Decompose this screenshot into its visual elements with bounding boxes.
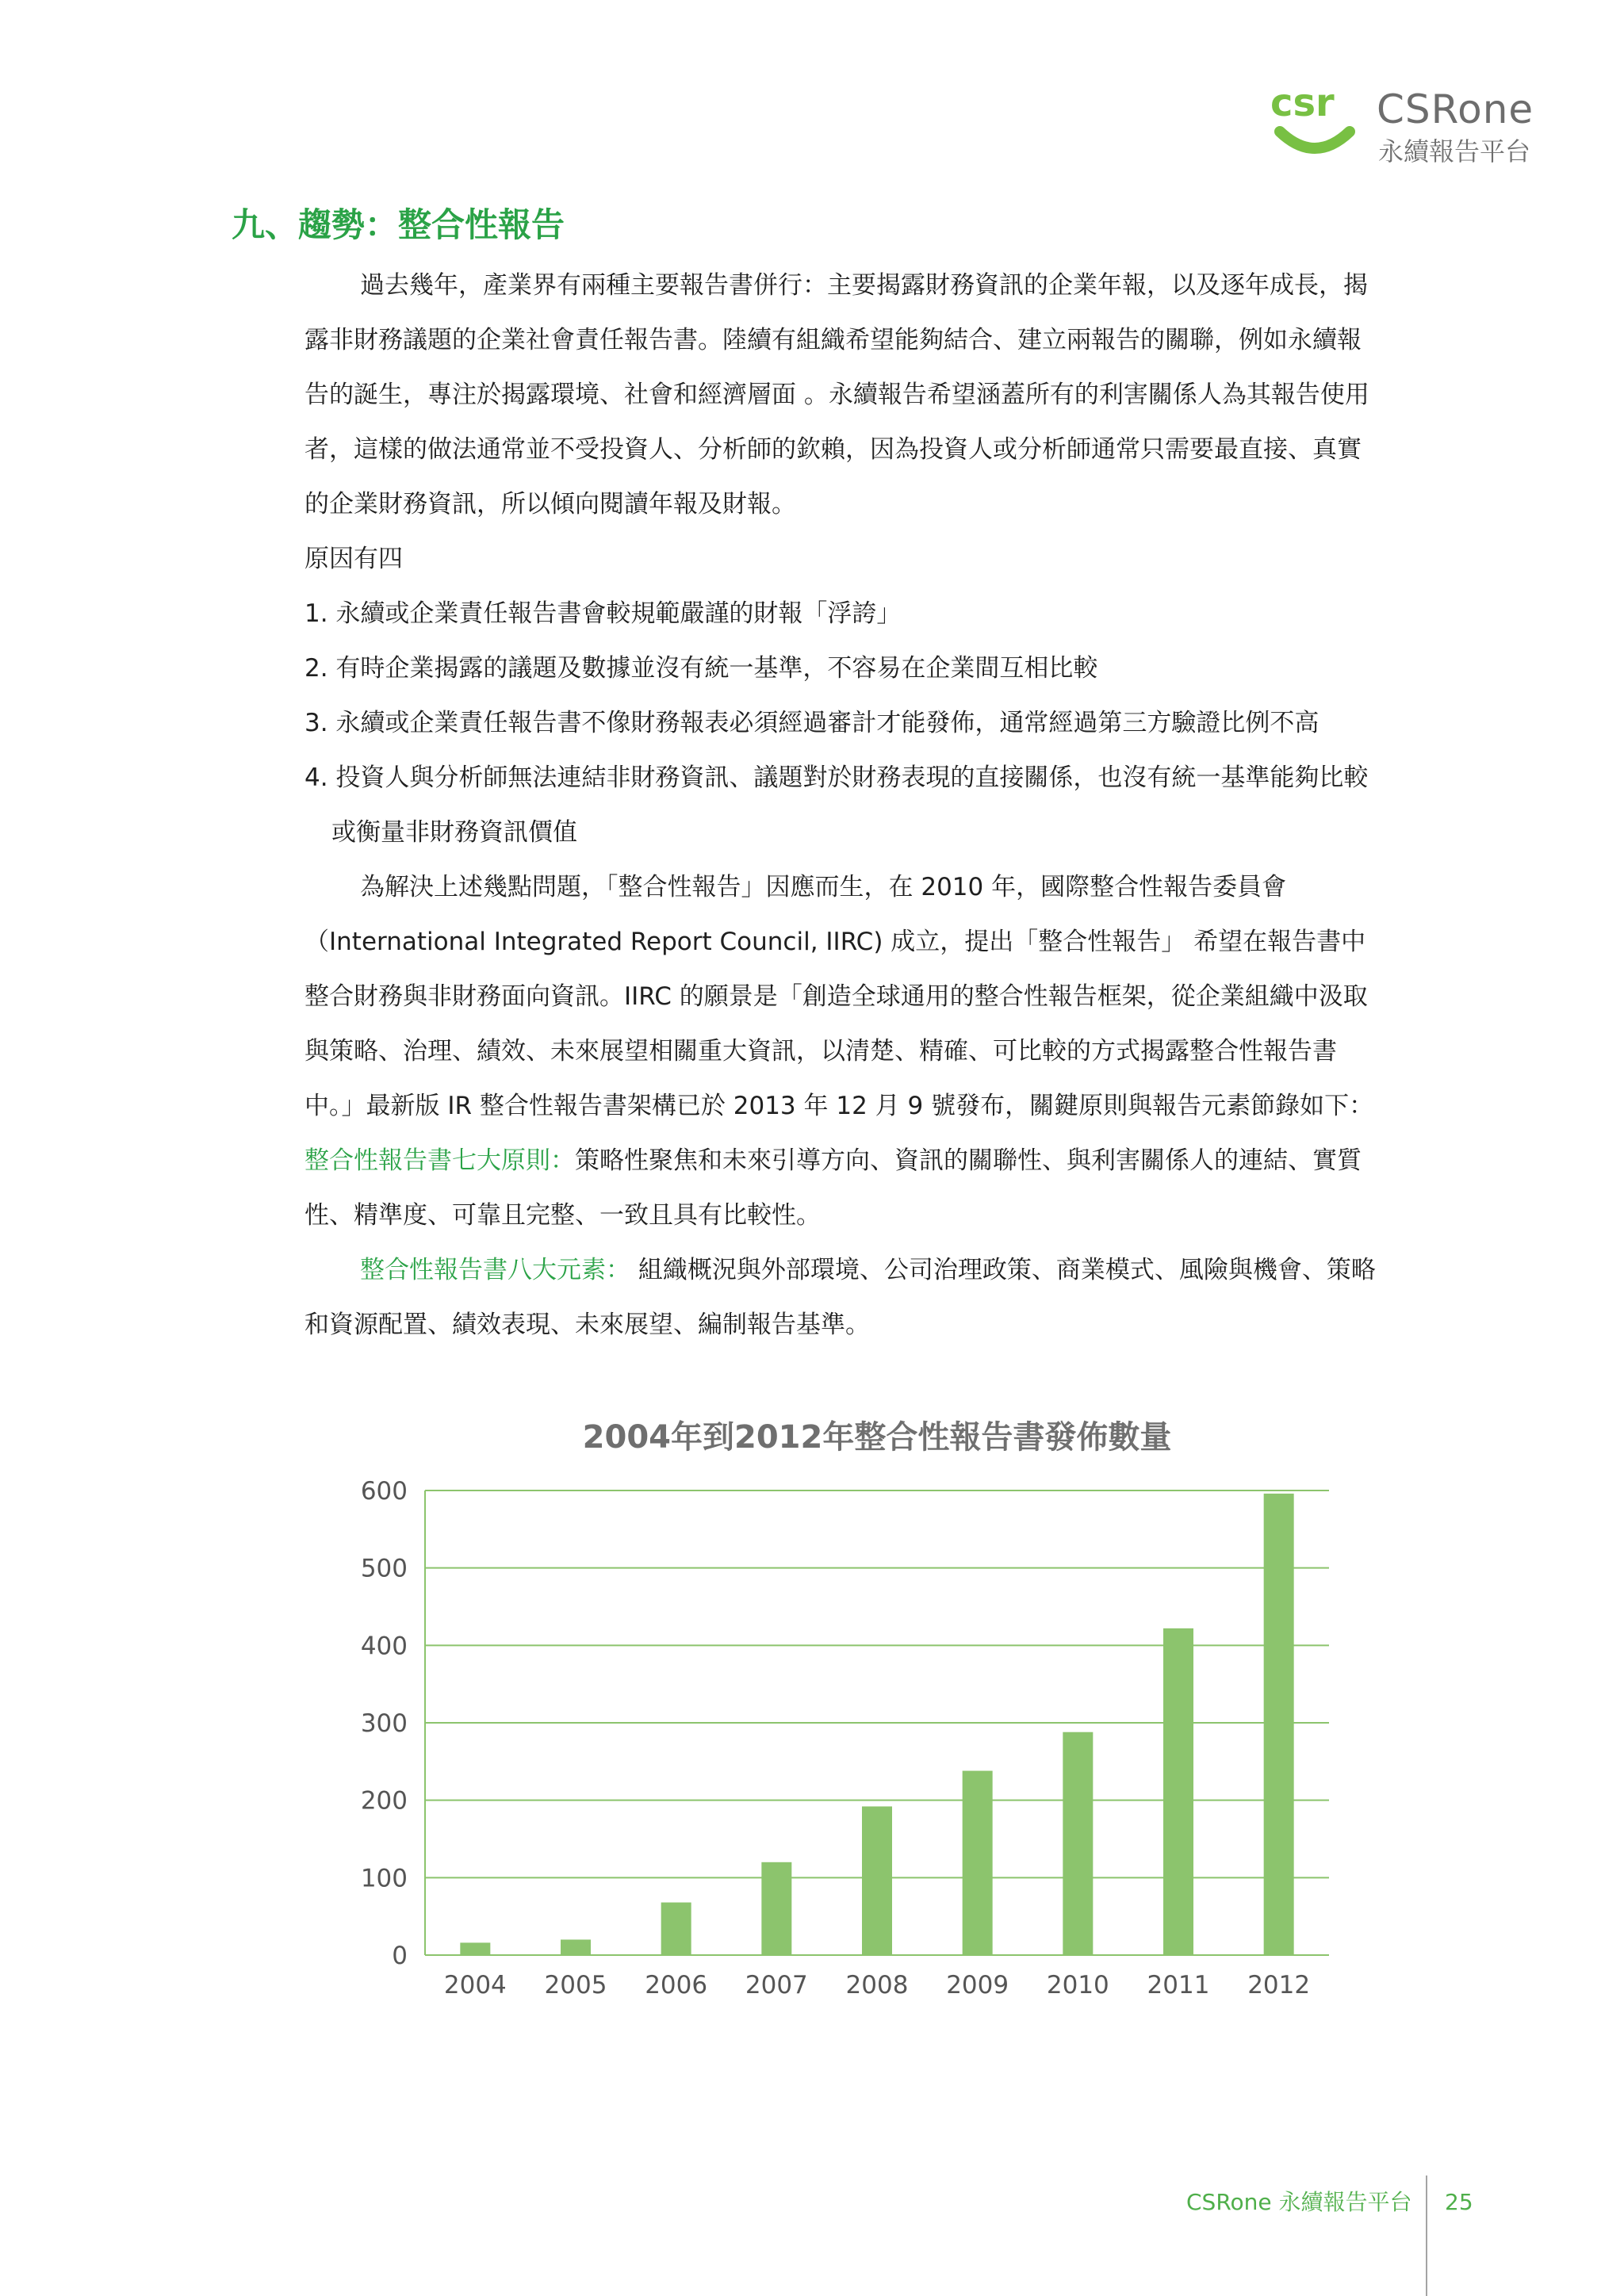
bar-2006 bbox=[661, 1903, 691, 1955]
x-tick-label: 2007 bbox=[745, 1971, 808, 1999]
csr-smile-logo-icon bbox=[1267, 76, 1364, 171]
x-tick-label: 2004 bbox=[443, 1971, 507, 1999]
reason-item: 3. 永續或企業責任報告書不像財務報表必須經過審計才能發佈，通常經過第三方驗證比例不高 bbox=[304, 709, 1320, 737]
brand-subtitle: 永續報告平台 bbox=[1378, 136, 1531, 166]
bar-2011 bbox=[1163, 1628, 1193, 1955]
y-tick-label: 200 bbox=[360, 1786, 408, 1816]
bar-2004 bbox=[460, 1942, 490, 1955]
reason-item: 4. 投資人與分析師無法連結非財務資訊、議題對於財務表現的直接關係，也沒有統一基準能夠比較或衡量非財務資訊價值 bbox=[304, 763, 1369, 847]
x-tick-label: 2011 bbox=[1147, 1971, 1210, 1999]
reason-item: 2. 有時企業揭露的議題及數據並沒有統一基準，不容易在企業間互相比較 bbox=[304, 654, 1098, 683]
bar-2012 bbox=[1264, 1494, 1294, 1955]
x-tick-label: 2012 bbox=[1247, 1971, 1311, 1999]
x-tick-label: 2009 bbox=[946, 1971, 1009, 1999]
intro-paragraph: 過去幾年，產業界有兩種主要報告書併行：主要揭露財務資訊的企業年報，以及逐年成長，揭露非財務議題的企業社會責任報告書。陸續有組織希望能夠結合、建立兩報告的關聯，例如永續報告的誕生，專注於揭露環境、社會和經濟層面 。永續報告希望涵蓋所有的利害關係人為其報告使用者，這樣的做法通常並不受投資人、分析師的欽賴，因為投資人或分析師通常只需要最直接、真實的企業財務資訊，所以傾向閱讀年報及財報。 bbox=[304, 271, 1369, 519]
bar-2008 bbox=[862, 1806, 892, 1955]
y-tick-label: 100 bbox=[360, 1864, 408, 1893]
footer-label: CSRone 永續報告平台 bbox=[1186, 2189, 1412, 2215]
x-tick-label: 2005 bbox=[544, 1971, 607, 1999]
elements-paragraph bbox=[304, 1243, 1383, 1353]
seven-principles-text: 策略性聚焦和未來引導方向、資訊的關聯性、與利害關係人的連結、實質性、精準度、可靠且完整、一致且具有比較性。 bbox=[304, 1146, 1362, 1230]
body-text bbox=[304, 258, 1383, 1353]
reason-item: 1. 永續或企業責任報告書會較規範嚴謹的財報「浮誇」 bbox=[304, 599, 902, 628]
y-tick-label: 300 bbox=[360, 1709, 408, 1738]
reasons-title: 原因有四 bbox=[304, 545, 403, 573]
eight-elements-text: 組織概況與外部環境、公司治理政策、商業模式、風險與機會、策略和資源配置、績效表現、未來展望、編制報告基準。 bbox=[304, 1256, 1376, 1339]
y-tick-label: 400 bbox=[360, 1632, 408, 1661]
page-number: 25 bbox=[1445, 2189, 1473, 2215]
report-count-bar-chart bbox=[333, 1408, 1380, 2011]
svg-text:csr: csr bbox=[1270, 81, 1335, 125]
x-tick-label: 2010 bbox=[1046, 1971, 1109, 1999]
bar-2010 bbox=[1063, 1732, 1093, 1955]
x-tick-label: 2006 bbox=[645, 1971, 708, 1999]
x-tick-label: 2008 bbox=[845, 1971, 909, 1999]
iirc-paragraph bbox=[304, 860, 1383, 1243]
footer-divider bbox=[1426, 2175, 1427, 2296]
bar-2005 bbox=[561, 1939, 591, 1955]
y-tick-label: 500 bbox=[360, 1554, 408, 1583]
y-tick-label: 600 bbox=[360, 1477, 408, 1506]
csrone-logo bbox=[1267, 76, 1553, 171]
eight-elements-label: 整合性報告書八大元素： bbox=[360, 1256, 630, 1284]
brand-name: CSRone bbox=[1377, 86, 1534, 132]
bar-2009 bbox=[963, 1771, 993, 1955]
y-tick-label: 0 bbox=[392, 1942, 408, 1970]
bar-2007 bbox=[761, 1862, 791, 1955]
section-heading: 九、趨勢：整合性報告 bbox=[232, 205, 565, 244]
iirc-text: 為解決上述幾點問題，「整合性報告」因應而生，在 2010 年，國際整合性報告委員會（International Integrated Report Council, IIRC) 成立，提出「整合性報告」 希望在報告書中整合財務與非財務面向資訊。IIRC 的願景是「創造全球通用的整合性報告框架，從企業組織中汲取與策略、治理、績效、未來展望相關重大資訊，以清楚、精確、可比較的方式揭露整合性報告書中。」最新版 IR 整合性報告書架構已於 2013 年 12 月 9 號發布，關鍵原則與報告元素節錄如下： bbox=[304, 873, 1374, 1120]
seven-principles-label: 整合性報告書七大原則： bbox=[304, 1146, 575, 1175]
chart-title: 2004年到2012年整合性報告書發佈數量 bbox=[582, 1419, 1172, 1456]
